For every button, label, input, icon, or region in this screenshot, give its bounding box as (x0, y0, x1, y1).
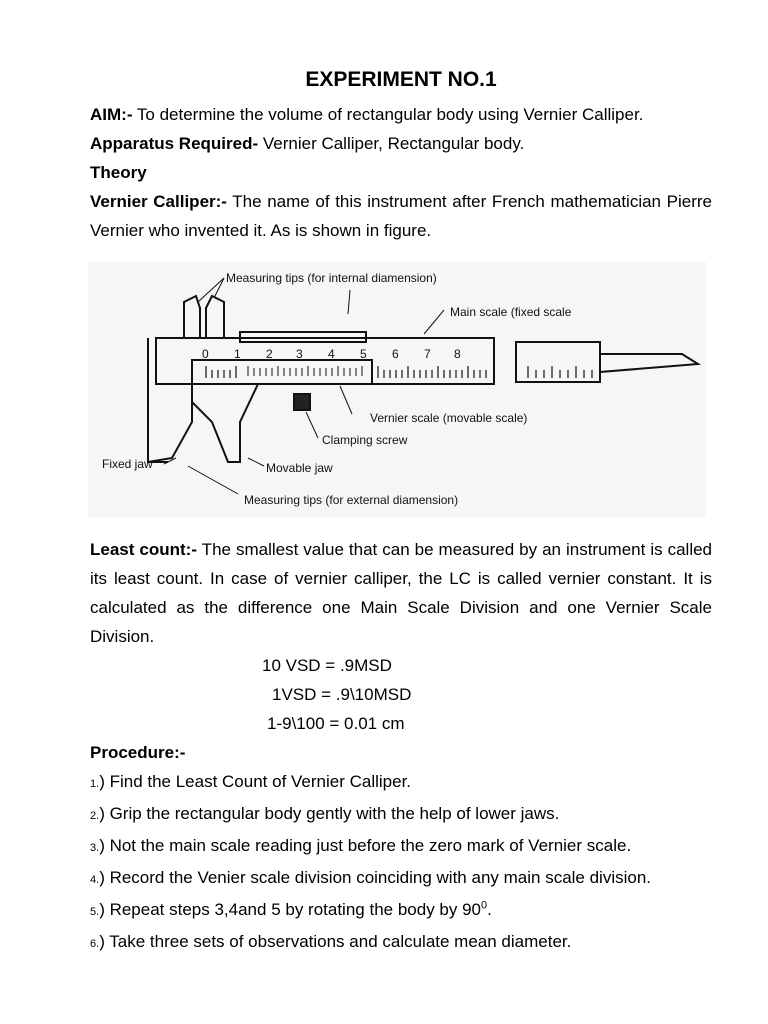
least-count-paragraph (90, 535, 712, 651)
step-text: ) Find the Least Count of Vernier Calliper. (99, 772, 412, 791)
scale-number: 2 (266, 347, 273, 361)
apparatus-text: Vernier Calliper, Rectangular body. (258, 134, 525, 153)
label-main-scale: Main scale (fixed scale (450, 305, 572, 319)
procedure-step (90, 831, 712, 863)
step-tail: . (487, 900, 492, 919)
label-movable-jaw: Movable jaw (266, 461, 333, 475)
procedure-step (90, 767, 712, 799)
vernier-calliper-figure (88, 262, 706, 518)
step-text: ) Not the main scale reading just before the zero mark of Vernier scale. (99, 836, 632, 855)
apparatus-label: Apparatus Required- (90, 134, 259, 153)
step-number: 1. (90, 778, 100, 790)
scale-number: 7 (424, 347, 431, 361)
procedure-step (90, 863, 712, 895)
step-number: 5. (90, 906, 100, 918)
procedure-step (90, 799, 712, 831)
step-text: ) Grip the rectangular body gently with the help of lower jaws. (99, 804, 560, 823)
aim-label: AIM:- (90, 105, 133, 124)
equation-1: 10 VSD = .9MSD (262, 656, 392, 675)
calliper-diagram (88, 262, 706, 518)
step-number: 2. (90, 810, 100, 822)
lower-section (90, 535, 712, 959)
label-internal-tips: Measuring tips (for internal diamension) (226, 271, 437, 285)
vernier-label: Vernier Calliper:- (90, 192, 227, 211)
degree-superscript: 0 (481, 899, 488, 912)
theory-heading: Theory (90, 163, 147, 182)
vernier-text: The name of this instrument after French mathematician Pierre Vernier who invented it. As is shown in figure. (90, 192, 712, 240)
least-count-text: The smallest value that can be measured by an instrument is called its least count. In case of vernier calliper, the LC is called vernier constant. It is calculated as the difference one Main Scale Division and one Vernier Scale Division. (90, 540, 713, 646)
equation-3: 1-9\100 = 0.01 cm (267, 714, 405, 733)
apparatus-line (90, 129, 712, 158)
step-number: 4. (90, 874, 100, 886)
scale-number: 1 (234, 347, 241, 361)
step-text: ) Record the Venier scale division coinciding with any main scale division. (99, 868, 652, 887)
label-vernier-scale: Vernier scale (movable scale) (370, 411, 528, 425)
aim-line (90, 100, 712, 129)
step-number: 6. (90, 938, 100, 950)
scale-number: 6 (392, 347, 399, 361)
label-clamping-screw: Clamping screw (322, 433, 408, 447)
aim-text: To determine the volume of rectangular body using Vernier Calliper. (132, 105, 644, 124)
least-count-label: Least count:- (90, 540, 197, 559)
label-fixed-jaw: Fixed jaw (102, 457, 153, 471)
scale-number: 4 (328, 347, 335, 361)
scale-number: 5 (360, 347, 367, 361)
equation-2: 1VSD = .9\10MSD (272, 685, 412, 704)
step-number: 3. (90, 842, 100, 854)
scale-number: 0 (202, 347, 209, 361)
document-page (90, 60, 712, 245)
step-text: ) Take three sets of observations and calculate mean diameter. (99, 932, 572, 951)
page-title: EXPERIMENT NO.1 (305, 68, 497, 91)
procedure-step (90, 895, 712, 927)
label-external-tips: Measuring tips (for external diamension) (244, 493, 459, 507)
scale-number: 3 (296, 347, 303, 361)
step-text: ) Repeat steps 3,4and 5 by rotating the body by 90 (99, 900, 481, 919)
procedure-step (90, 927, 712, 959)
vernier-paragraph (90, 187, 712, 245)
procedure-heading: Procedure:- (90, 743, 186, 762)
scale-number: 8 (454, 347, 461, 361)
